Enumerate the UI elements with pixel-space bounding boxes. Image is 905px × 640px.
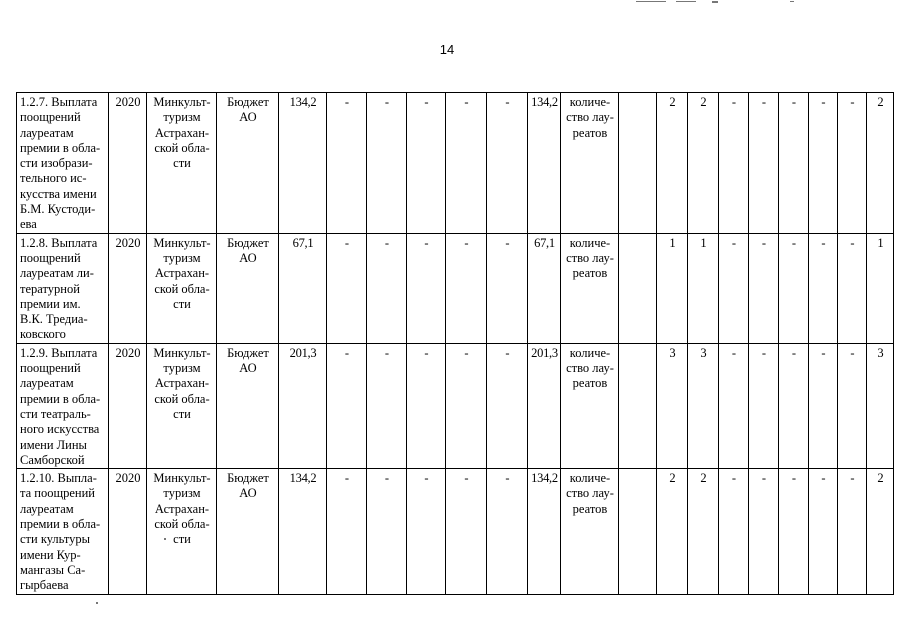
table-row (17, 469, 894, 594)
dash-cell: - (446, 469, 487, 594)
scan-speck (712, 1, 718, 3)
final-value-cell: 1 (867, 233, 894, 343)
dash-cell: - (407, 343, 446, 468)
activity-name: 1.2.8. Выплата поощрений лауреатам ли- тературной премии им. В.К. Тредиа- ковского (17, 233, 109, 343)
scan-speck (790, 1, 794, 2)
dash-cell: - (367, 233, 407, 343)
dash-cell: - (407, 469, 446, 594)
year-cell: 2020 (109, 233, 147, 343)
year-cell: 2020 (109, 469, 147, 594)
dash-cell: - (487, 343, 528, 468)
dash-cell: - (838, 93, 867, 234)
dash-cell: - (407, 93, 446, 234)
year-funding-cell: 134,2 (528, 93, 561, 234)
indicator-value-cell: 1 (688, 233, 719, 343)
empty-cell (619, 343, 657, 468)
empty-cell (619, 469, 657, 594)
total-funding-cell: 134,2 (279, 93, 327, 234)
year-cell: 2020 (109, 343, 147, 468)
dash-cell: - (809, 469, 838, 594)
empty-cell (619, 93, 657, 234)
dash-cell: - (487, 233, 528, 343)
funding-source-cell: Бюджет АО (217, 93, 279, 234)
year-funding-cell: 134,2 (528, 469, 561, 594)
dash-cell: - (749, 233, 779, 343)
dash-cell: - (779, 233, 809, 343)
dash-cell: - (327, 343, 367, 468)
dash-cell: - (838, 469, 867, 594)
table-row (17, 93, 894, 234)
dash-cell: - (327, 93, 367, 234)
scan-speck (636, 1, 666, 2)
dash-cell: - (749, 93, 779, 234)
dash-cell: - (446, 233, 487, 343)
executor-cell: Минкульт- туризм Астрахан- ской обла- сти (147, 343, 217, 468)
activity-name: 1.2.10. Выпла- та поощрений лауреатам премии в обла- сти культуры имени Кур- мангазы Са- гырбаева (17, 469, 109, 594)
dash-cell: - (749, 343, 779, 468)
scan-speck (676, 1, 696, 2)
dash-cell: - (719, 93, 749, 234)
dash-cell: - (809, 233, 838, 343)
indicator-value-cell: 1 (657, 233, 688, 343)
dash-cell: - (809, 343, 838, 468)
total-funding-cell: 134,2 (279, 469, 327, 594)
funding-source-cell: Бюджет АО (217, 469, 279, 594)
dash-cell: - (779, 343, 809, 468)
empty-cell (619, 233, 657, 343)
dash-cell: - (367, 93, 407, 234)
dash-cell: - (487, 469, 528, 594)
dash-cell: - (749, 469, 779, 594)
year-funding-cell: 67,1 (528, 233, 561, 343)
activity-name: 1.2.7. Выплата поощрений лауреатам премии в обла- сти изобрази- тельного ис- кусства имени Б.М. Кустоди- ева (17, 93, 109, 234)
total-funding-cell: 201,3 (279, 343, 327, 468)
indicator-value-cell: 2 (688, 93, 719, 234)
indicator-value-cell: 2 (657, 469, 688, 594)
executor-cell: Минкульт- туризм Астрахан- ской обла- сти (147, 469, 217, 594)
dash-cell: - (809, 93, 838, 234)
activity-name: 1.2.9. Выплата поощрений лауреатам премии в обла- сти театраль- ного искусства имени Лины Самборской (17, 343, 109, 468)
final-value-cell: 3 (867, 343, 894, 468)
dash-cell: - (327, 469, 367, 594)
executor-cell: Минкульт- туризм Астрахан- ской обла- сти (147, 93, 217, 234)
dash-cell: - (779, 469, 809, 594)
funding-source-cell: Бюджет АО (217, 343, 279, 468)
dash-cell: - (838, 233, 867, 343)
year-funding-cell: 201,3 (528, 343, 561, 468)
indicator-cell: количе- ство лау- реатов (561, 343, 619, 468)
dash-cell: - (327, 233, 367, 343)
indicator-value-cell: 2 (688, 469, 719, 594)
scan-speck (96, 602, 98, 604)
dash-cell: - (407, 233, 446, 343)
indicator-value-cell: 3 (657, 343, 688, 468)
page-number: 14 (439, 42, 455, 57)
indicator-cell: количе- ство лау- реатов (561, 233, 619, 343)
dash-cell: - (367, 343, 407, 468)
funding-source-cell: Бюджет АО (217, 233, 279, 343)
dash-cell: - (719, 343, 749, 468)
final-value-cell: 2 (867, 93, 894, 234)
dash-cell: - (446, 93, 487, 234)
dash-cell: - (719, 469, 749, 594)
dash-cell: - (838, 343, 867, 468)
indicator-value-cell: 2 (657, 93, 688, 234)
total-funding-cell: 67,1 (279, 233, 327, 343)
dash-cell: - (779, 93, 809, 234)
final-value-cell: 2 (867, 469, 894, 594)
table-row (17, 343, 894, 468)
table-row (17, 233, 894, 343)
dash-cell: - (719, 233, 749, 343)
dash-cell: - (367, 469, 407, 594)
executor-cell: Минкульт- туризм Астрахан- ской обла- сти (147, 233, 217, 343)
program-activities-table (16, 92, 894, 595)
dash-cell: - (487, 93, 528, 234)
dash-cell: - (446, 343, 487, 468)
indicator-cell: количе- ство лау- реатов (561, 469, 619, 594)
year-cell: 2020 (109, 93, 147, 234)
indicator-value-cell: 3 (688, 343, 719, 468)
indicator-cell: количе- ство лау- реатов (561, 93, 619, 234)
